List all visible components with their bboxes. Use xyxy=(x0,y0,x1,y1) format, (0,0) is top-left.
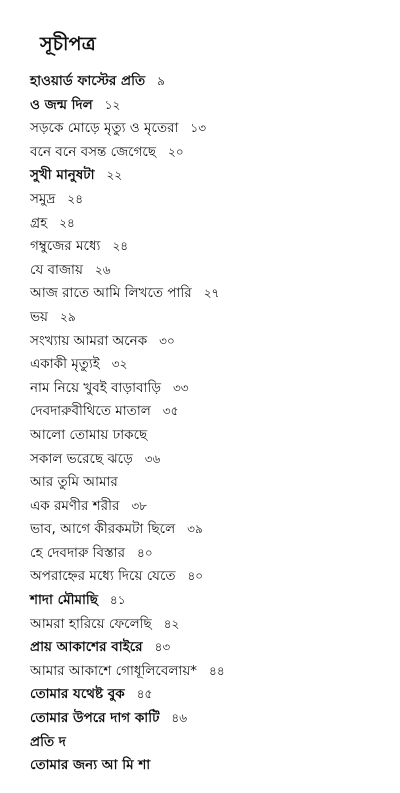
toc-entry xyxy=(30,164,380,188)
toc-entry-page: ৩২ xyxy=(111,357,128,372)
toc-entry-title: সংখ্যায় আমরা অনেক xyxy=(30,332,148,349)
toc-entry-title: শাদা মৌমাছি xyxy=(30,592,98,609)
toc-entry-page: ৪০ xyxy=(187,569,204,584)
toc-entry-page: ২২ xyxy=(106,168,123,183)
toc-entry-page: ৪৫ xyxy=(136,687,153,702)
toc-entry xyxy=(30,613,380,637)
toc-entry-title: আজ রাতে আমি লিখতে পারি xyxy=(30,285,192,302)
toc-entry xyxy=(30,518,380,542)
toc-entry-title: হাওয়ার্ড ফাস্টের প্রতি xyxy=(30,73,146,89)
toc-entry-title: নাম নিয়ে খুবই বাড়াবাড়ি xyxy=(30,379,161,396)
toc-entry-title: তোমার জন্য আ মি শা xyxy=(30,757,151,774)
toc-entry xyxy=(30,259,380,283)
toc-entry xyxy=(30,636,380,660)
toc-entry-title: সুখী মানুষটা xyxy=(30,167,95,184)
toc-entry xyxy=(30,542,380,566)
toc-entry-title: সড়কে মোড়ে মৃত্যু ও মৃতেরা xyxy=(30,120,179,137)
toc-entry-page: ২৪ xyxy=(67,191,83,206)
toc-entry-title: গম্বুজের মধ্যে xyxy=(30,238,101,255)
toc-entry xyxy=(30,117,380,141)
toc-entry xyxy=(30,282,380,306)
toc-entry-page: ৩৫ xyxy=(162,404,179,419)
toc-entry-page: ৪৬ xyxy=(171,711,188,726)
table-of-contents xyxy=(30,70,380,778)
toc-entry-page: ৪০ xyxy=(137,545,153,560)
toc-entry-page: ১২ xyxy=(104,97,121,112)
toc-entry-title: ও জন্ম দিল xyxy=(30,96,93,113)
toc-entry-page: ৩৮ xyxy=(131,498,147,513)
toc-entry-page: ৯ xyxy=(157,74,165,88)
toc-entry-page: ২৪ xyxy=(59,215,75,230)
toc-entry-page: ৩০ xyxy=(159,333,175,348)
toc-entry xyxy=(30,212,380,236)
toc-entry xyxy=(30,589,380,613)
toc-entry-title: আমার আকাশে গোধূলিবেলায়* xyxy=(30,662,198,679)
toc-entry-title: হে দেবদারু বিস্তার xyxy=(30,544,126,561)
toc-entry xyxy=(30,330,380,354)
toc-entry-page: ৪৪ xyxy=(209,663,225,678)
toc-entry xyxy=(30,306,380,330)
toc-entry-title: অপরাহ্নের মধ্যে দিয়ে যেতে xyxy=(30,568,176,585)
toc-entry-page: ২৭ xyxy=(203,286,220,301)
toc-entry-title: তোমার উপরে দাগ কাটি xyxy=(30,710,160,727)
toc-entry-title: আমরা হারিয়ে ফেলেছি xyxy=(30,615,152,632)
toc-entry-title: প্রায় আকাশের বাইরে xyxy=(30,639,143,656)
toc-entry xyxy=(30,495,380,519)
toc-entry-page: ২৯ xyxy=(60,309,76,324)
toc-entry-title: একাকী মৃত্যুই xyxy=(30,356,100,373)
toc-entry-page: ৪২ xyxy=(163,616,180,631)
toc-entry-page: ৪১ xyxy=(109,593,126,608)
toc-entry xyxy=(30,731,380,755)
toc-entry xyxy=(30,471,380,495)
toc-entry-title: তোমার যথেষ্ট বুক xyxy=(30,686,125,703)
toc-entry xyxy=(30,141,380,165)
toc-entry-title: দেবদারুবীথিতে মাতাল xyxy=(30,403,151,420)
toc-entry xyxy=(30,448,380,472)
toc-entry-title: বনে বনে বসন্ত জেগেছে xyxy=(30,143,157,160)
toc-entry xyxy=(30,424,380,448)
toc-entry xyxy=(30,353,380,377)
toc-entry-title: ভাব, আগে কীরকমটা ছিলে xyxy=(30,521,176,538)
toc-entry xyxy=(30,235,380,259)
toc-entry xyxy=(30,707,380,731)
toc-entry-title: আলো তোমায় ঢাকছে xyxy=(30,426,148,443)
toc-entry-title: গ্রহ xyxy=(30,214,48,231)
toc-entry-page: ২৬ xyxy=(94,262,111,277)
toc-entry-page: ৪৩ xyxy=(154,640,171,655)
page-title: সূচীপত্র xyxy=(40,33,96,55)
toc-entry-page: ২০ xyxy=(168,144,184,159)
toc-entry xyxy=(30,683,380,707)
toc-entry-title: সকাল ভরেছে ঝড়ে xyxy=(30,450,133,467)
toc-entry xyxy=(30,754,380,778)
toc-entry-title: ভয় xyxy=(30,308,49,325)
toc-entry xyxy=(30,377,380,401)
toc-entry-title: প্রতি দ xyxy=(30,733,66,750)
toc-entry xyxy=(30,400,380,424)
toc-entry xyxy=(30,660,380,684)
toc-entry xyxy=(30,70,380,94)
toc-entry xyxy=(30,565,380,589)
toc-entry-page: ৩৬ xyxy=(144,451,161,466)
toc-entry-page: ৩৩ xyxy=(172,380,189,395)
toc-entry-page: ১৩ xyxy=(190,121,207,136)
toc-entry-title: সমুদ্র xyxy=(30,190,56,207)
toc-entry-page: ২৪ xyxy=(112,239,129,254)
toc-entry-page: ৩৯ xyxy=(187,522,203,537)
toc-entry xyxy=(30,188,380,212)
toc-entry-title: যে বাজায় xyxy=(30,261,83,278)
toc-entry xyxy=(30,94,380,118)
toc-entry-title: এক রমণীর শরীর xyxy=(30,497,120,514)
toc-entry-title: আর তুমি আমার xyxy=(30,474,118,491)
